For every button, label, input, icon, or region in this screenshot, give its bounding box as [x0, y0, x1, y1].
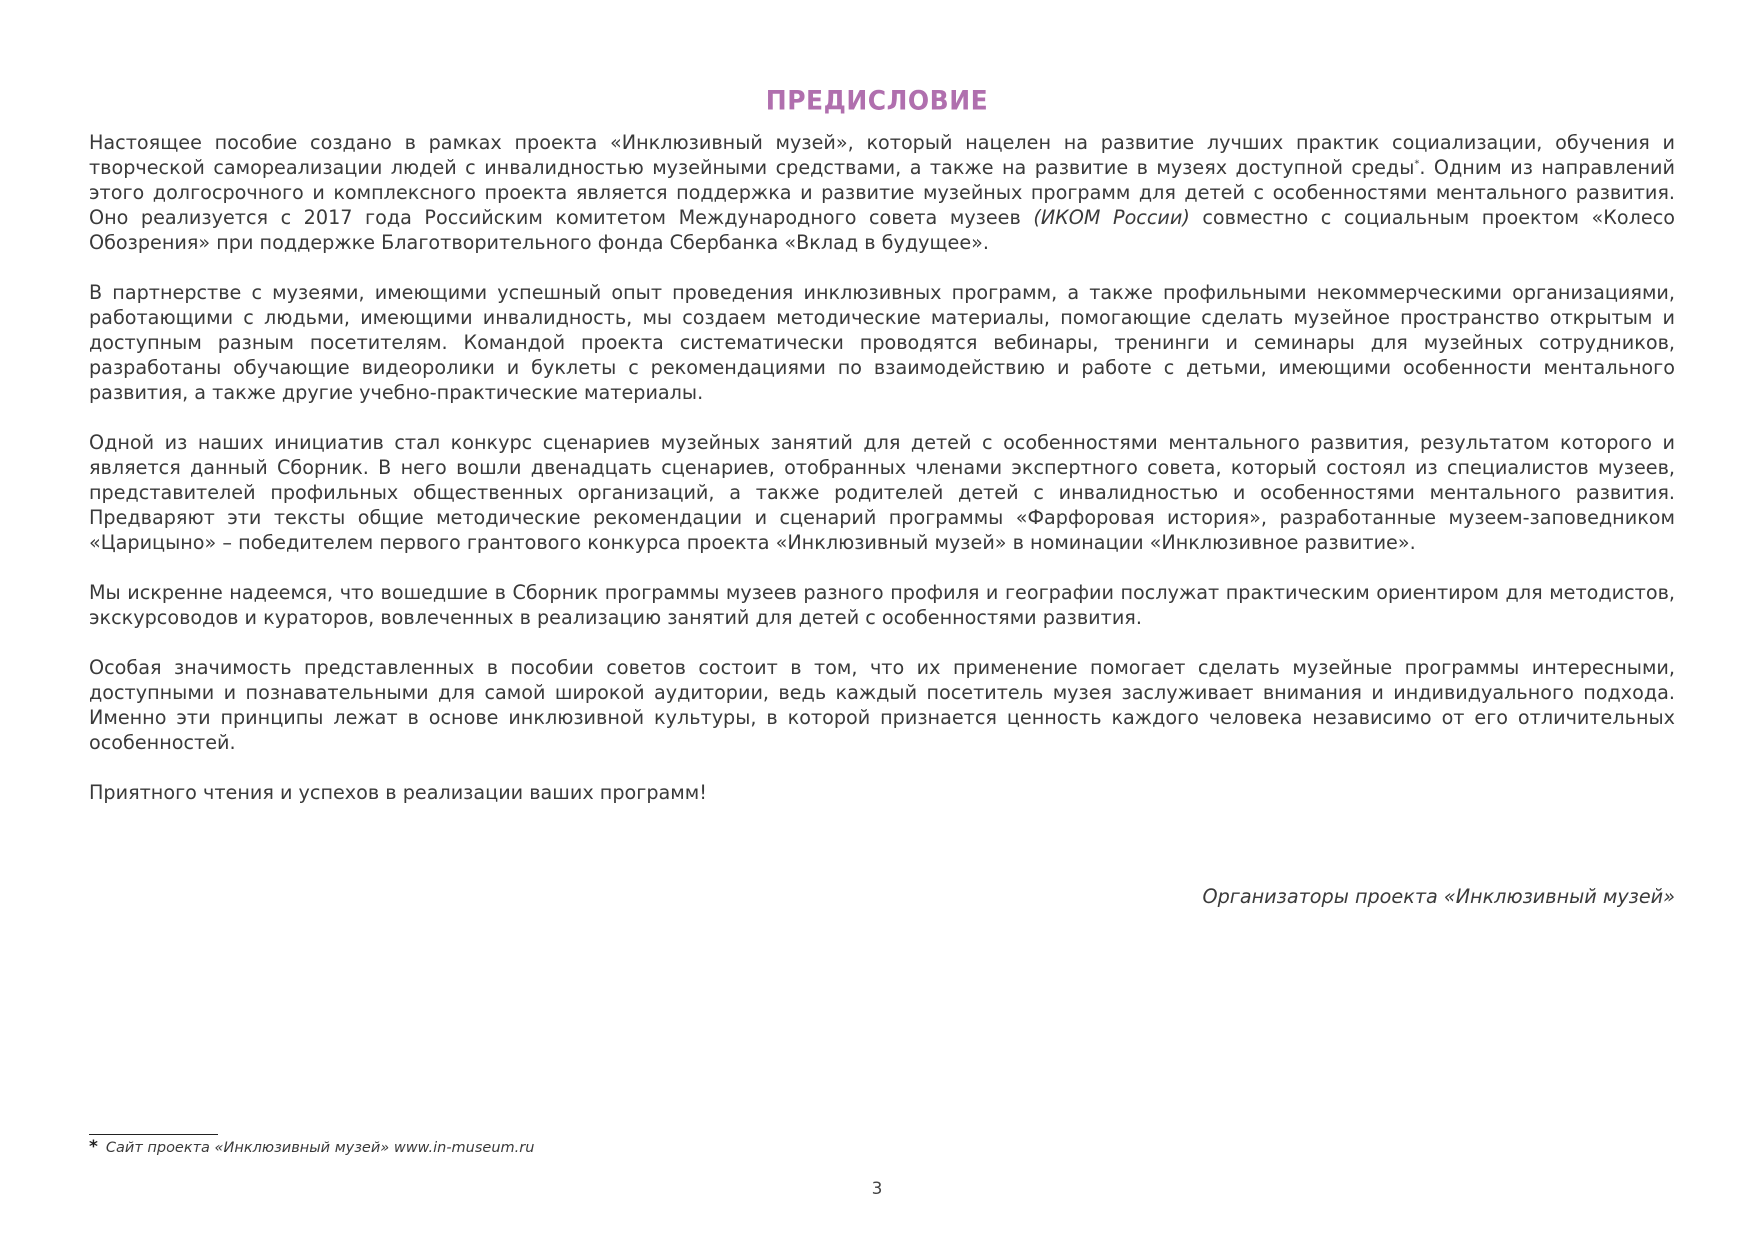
footnote	[89, 1137, 534, 1158]
paragraph-1-continuation: . Одним из направлений этого долгосрочного и комплексного проекта является поддержка и развитие музейных программ для детей с особенностями ментального развития. Оно реализуется с 2017 года Российским комитетом Международного совета музеев	[89, 156, 1675, 229]
signature: Организаторы проекта «Инклюзивный музей»	[1202, 885, 1675, 908]
paragraph-5: Особая значимость представленных в пособии советов состоит в том, что их применение помогает сделать музейные программы интересными, доступными и познавательными для самой широкой аудитории, ведь каждый посетитель музея заслуживает внимания и индивидуального подхода. Именно эти принципы лежат в основе инклюзивной культуры, в которой признается ценность каждого человека независимо от его отличительных особенностей.	[89, 656, 1675, 754]
paragraph-4: Мы искренне надеемся, что вошедшие в Сборник программы музеев разного профиля и географии послужат практическим ориентиром для методистов, экскурсоводов и кураторов, вовлеченных в реализацию занятий для детей с особенностями развития.	[89, 581, 1675, 629]
page-number: 3	[871, 1179, 883, 1199]
page-title: ПРЕДИСЛОВИЕ	[765, 84, 989, 117]
paragraph-1-end: совместно с социальным проектом «Колесо Обозрения» при поддержке Благотворительного фонда Сбербанка «Вклад в будущее».	[89, 206, 1675, 254]
footnote-divider	[89, 1134, 218, 1135]
paragraph-1	[89, 130, 1675, 255]
paragraph-3: Одной из наших инициатив стал конкурс сценариев музейных занятий для детей с особенностями ментального развития, результатом которого и является данный Сборник. В него вошли двенадцать сценариев, отобранных членами экспертного совета, который состоял из специалистов музеев, представителей профильных общественных организаций, а также родителей детей с инвалидностью и особенностями ментального развития. Предваряют эти тексты общие методические рекомендации и сценарий программы «Фарфоровая история», разработанные музеем-заповедником «Царицыно» – победителем первого грантового конкурса проекта «Инклюзивный музей» в номинации «Инклюзивное развитие».	[89, 431, 1675, 554]
footnote-reference: *	[1414, 158, 1420, 170]
paragraph-2: В партнерстве с музеями, имеющими успешный опыт проведения инклюзивных программ, а также профильными некоммерческими организациями, работающими с людьми, имеющими инвалидность, мы создаем методические материалы, помогающие сделать музейное пространство открытым и доступным разным посетителям. Командой проекта систематически проводятся вебинары, тренинги и семинары для музейных сотрудников, разработаны обучающие видеоролики и буклеты с рекомендациями по взаимодействию и работе с детьми, имеющими особенности ментального развития, а также другие учебно-практические материалы.	[89, 281, 1675, 404]
footnote-mark: *	[89, 1137, 98, 1157]
icom-russia-abbr: (ИКОМ России)	[1033, 206, 1190, 229]
footnote-text: Сайт проекта «Инклюзивный музей» www.in-museum.ru	[105, 1140, 535, 1156]
body-text	[89, 130, 1675, 830]
paragraph-6: Приятного чтения и успехов в реализации ваших программ!	[89, 781, 707, 804]
paragraph-1-text: Настоящее пособие создано в рамках проекта «Инклюзивный музей», который нацелен на развитие лучших практик социализации, обучения и творческой самореализации людей с инвалидностью музейными средствами, а также на развитие в музеях доступной среды	[89, 131, 1675, 179]
